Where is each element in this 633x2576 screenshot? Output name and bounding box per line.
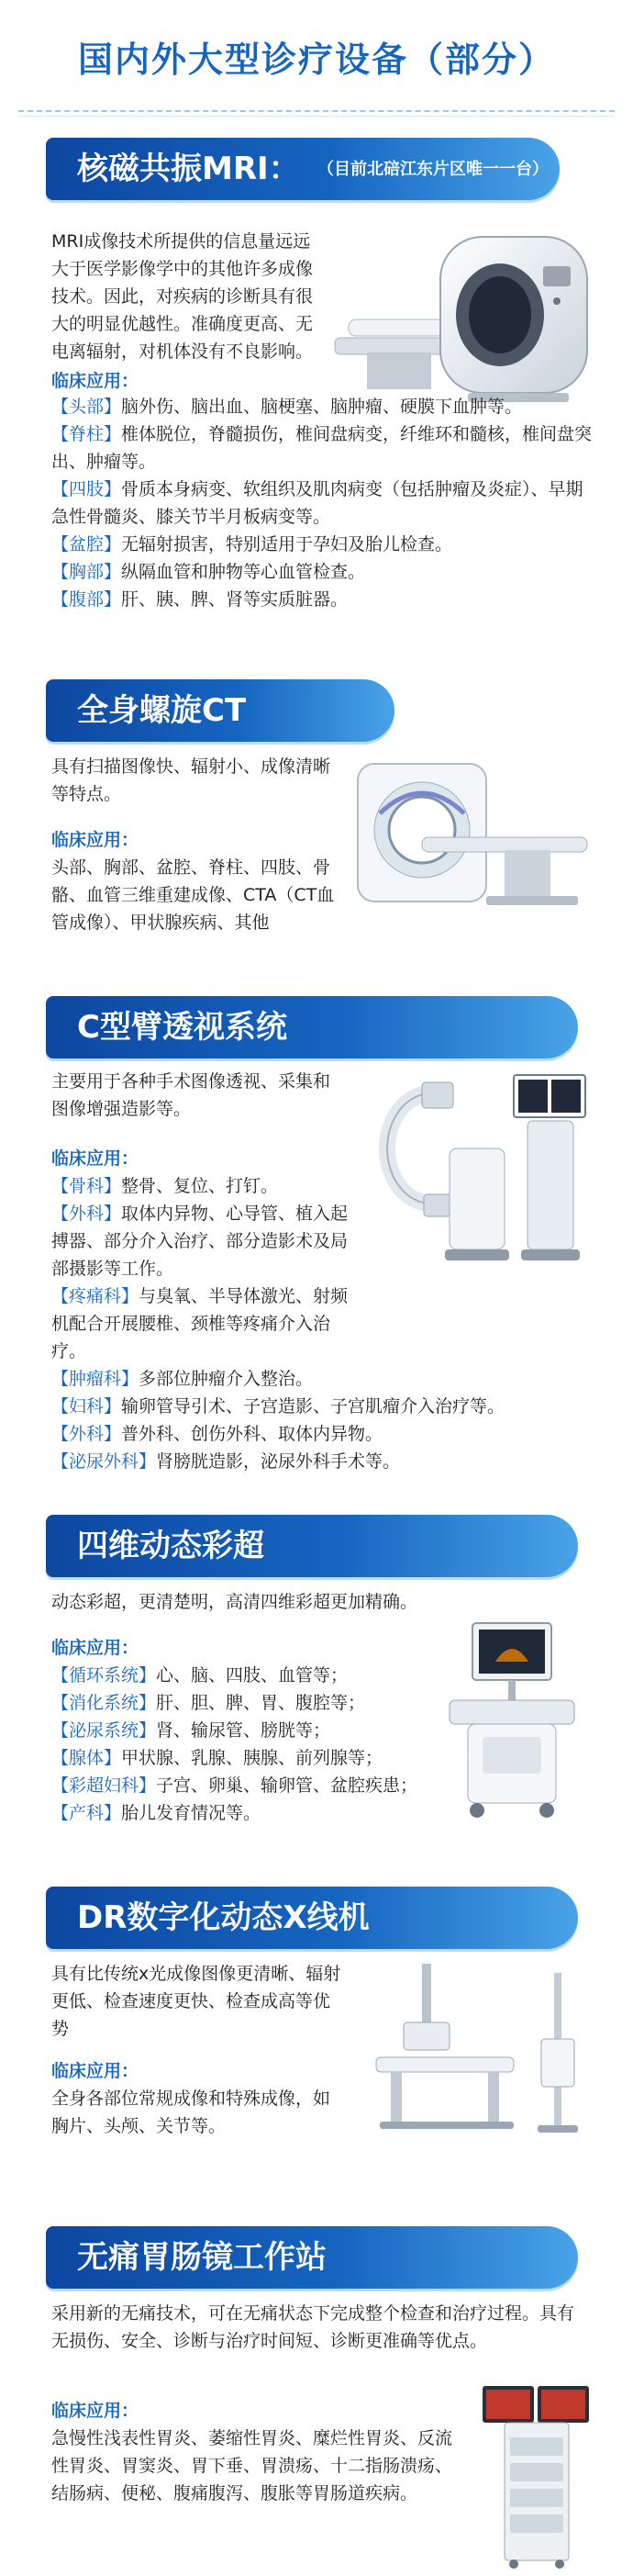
section-banner (46, 2226, 578, 2289)
clinical-text: 急慢性浅表性胃炎、萎缩性胃炎、糜烂性胃炎、反流性胃炎、胃窦炎、胃下垂、胃溃疡、十二指肠溃疡、结肠病、便秘、腹痛腹泻、腹胀等胃肠道疾病。 (51, 2428, 453, 2503)
list-item (51, 1448, 528, 1475)
category-tag: 【泌尿外科】 (51, 1451, 157, 1472)
section-c-arm (0, 996, 633, 1473)
ct-scanner-icon (349, 755, 596, 920)
list-item (51, 1717, 437, 1744)
item-text: 与臭氧、半导体激光、射频机配合开展腰椎、颈椎等疼痛介入治疗。 (51, 1286, 349, 1361)
section-description: 主要用于各种手术图像透视、采集和图像增强造影等。 (51, 1071, 331, 1119)
list-item (51, 558, 593, 586)
section-banner (46, 138, 560, 200)
section-note: （目前北碚江东片区唯一一台） (317, 160, 549, 179)
list-item (51, 1772, 437, 1799)
item-text: 纵隔血管和肿物等心血管检查。 (121, 562, 366, 582)
list-item (51, 1420, 528, 1448)
clinical-heading: 临床应用： (51, 2401, 139, 2421)
section-mri (0, 138, 633, 652)
item-text: 椎体脱位，脊髓损伤，椎间盘病变，纤维环和髓核，椎间盘突出、肿瘤等。 (51, 424, 593, 472)
item-text: 脑外伤、脑出血、脑梗塞、脑肿瘤、硬膜下血肿等。 (121, 397, 523, 417)
list-item (51, 1744, 437, 1772)
clinical-list (51, 1172, 505, 1475)
category-tag: 【四肢】 (51, 479, 122, 499)
section-banner (46, 996, 578, 1058)
clinical-text: 头部、胸部、盆腔、脊柱、四肢、骨骼、血管三维重建成像、CTA（CT血管成像）、甲状腺疾病、其他 (51, 857, 335, 933)
category-tag: 【产科】 (51, 1803, 122, 1823)
section-endoscopy (0, 2226, 633, 2576)
item-text: 肝、胆、脾、胃、腹腔等； (156, 1693, 366, 1713)
item-text: 普外科、创伤外科、取体内异物。 (121, 1424, 383, 1444)
category-tag: 【骨科】 (51, 1176, 122, 1196)
category-tag: 【脊柱】 (51, 424, 122, 444)
c-arm-icon (367, 1066, 596, 1277)
section-banner (46, 1887, 578, 1949)
list-item (51, 1282, 363, 1365)
category-tag: 【盆腔】 (51, 534, 122, 554)
list-item (51, 1662, 437, 1689)
page-title: 国内外大型诊疗设备（部分） (77, 39, 555, 80)
category-tag: 【疼痛科】 (51, 1286, 139, 1306)
list-item (51, 393, 593, 420)
clinical-heading: 临床应用： (51, 2061, 139, 2081)
category-tag: 【循环系统】 (51, 1665, 157, 1686)
clinical-heading: 临床应用： (51, 830, 139, 850)
list-item (51, 1365, 363, 1393)
category-tag: 【彩超妇科】 (51, 1775, 157, 1796)
clinical-heading: 临床应用： (51, 371, 139, 391)
category-tag: 【消化系统】 (51, 1693, 157, 1713)
item-text: 子宫、卵巢、输卵管、盆腔疾患； (156, 1775, 418, 1796)
item-text: 输卵管导引术、子宫造影、子宫肌瘤介入治疗等。 (121, 1396, 505, 1417)
item-text: 甲状腺、乳腺、胰腺、前列腺等； (121, 1748, 383, 1768)
list-item (51, 476, 593, 531)
section-description: 具有扫描图像快、辐射小、成像清晰等特点。 (51, 756, 331, 804)
section-dr (0, 1887, 633, 2162)
clinical-list (51, 1662, 437, 1827)
list-item (51, 1172, 363, 1200)
list-item (51, 586, 593, 613)
item-text: 取体内异物、心导管、植入起搏器、部分介入治疗、部分造影术及局部摄影等工作。 (51, 1204, 349, 1279)
item-text: 肝、胰、脾、肾等实质脏器。 (121, 589, 349, 610)
item-text: 多部位肿瘤介入整治。 (139, 1369, 314, 1389)
section-title: 四维动态彩超 (77, 1528, 264, 1564)
category-tag: 【腺体】 (51, 1748, 122, 1768)
category-tag: 【胸部】 (51, 562, 122, 582)
category-tag: 【肿瘤科】 (51, 1369, 139, 1389)
clinical-heading: 临床应用： (51, 1638, 139, 1658)
category-tag: 【泌尿系统】 (51, 1720, 157, 1741)
list-item (51, 1200, 363, 1282)
section-banner (46, 1515, 578, 1577)
item-text: 肾膀胱造影，泌尿外科手术等。 (156, 1451, 401, 1472)
item-text: 无辐射损害，特别适用于孕妇及胎儿检查。 (121, 534, 453, 554)
clinical-text: 全身各部位常规成像和特殊成像，如胸片、头颅、关节等。 (51, 2089, 331, 2136)
mri-scanner-icon (330, 218, 596, 411)
section-ct (0, 679, 633, 982)
section-description: 具有比传统x光成像图像更清晰、辐射更低、检查速度更快、检查成高等优势 (51, 1964, 341, 2039)
section-title: 核磁共振MRI： (77, 151, 300, 187)
clinical-heading: 临床应用： (51, 1148, 139, 1169)
item-text: 骨质本身病变、软组织及肌肉病变（包括肿瘤及炎症）、早期急性骨髓炎、膝关节半月板病变等。 (51, 479, 583, 527)
section-description: MRI成像技术所提供的信息量远远大于医学影像学中的其他许多成像技术。因此，对疾病的诊断具有很大的明显优越性。准确度更高、无电离辐射，对机体没有不良影响。 (51, 231, 314, 362)
item-text: 整骨、复位、打钉。 (121, 1176, 279, 1196)
category-tag: 【外科】 (51, 1204, 122, 1224)
item-text: 心、脑、四肢、血管等； (156, 1665, 349, 1686)
ultrasound-machine-icon (431, 1616, 587, 1827)
category-tag: 【腹部】 (51, 589, 122, 610)
list-item (51, 531, 593, 558)
section-title: 无痛胃肠镜工作站 (77, 2239, 327, 2276)
section-banner (46, 679, 394, 742)
section-description: 采用新的无痛技术，可在无痛状态下完成整个检查和治疗过程。具有无损伤、安全、诊断与治疗时间短、诊断更准确等优点。 (51, 2303, 575, 2351)
list-item (51, 1393, 528, 1420)
item-text: 胎儿发育情况等。 (121, 1803, 261, 1823)
title-divider (18, 110, 615, 112)
item-text: 肾、输尿管、膀胱等； (156, 1720, 331, 1741)
category-tag: 【外科】 (51, 1424, 122, 1444)
category-tag: 【头部】 (51, 397, 122, 417)
section-title: C型臂透视系统 (77, 1009, 287, 1046)
section-description: 动态彩超，更清楚明，高清四维彩超更加精确。 (51, 1592, 418, 1612)
category-tag: 【妇科】 (51, 1396, 122, 1417)
list-item (51, 1799, 437, 1827)
section-title: 全身螺旋CT (77, 692, 247, 729)
clinical-list (51, 393, 593, 613)
endoscopy-tower-icon (477, 2382, 596, 2570)
list-item (51, 420, 593, 476)
section-ultrasound (0, 1515, 633, 1845)
section-title: DR数字化动态X线机 (77, 1899, 370, 1936)
dr-xray-icon (358, 1956, 596, 2140)
list-item (51, 1689, 437, 1717)
